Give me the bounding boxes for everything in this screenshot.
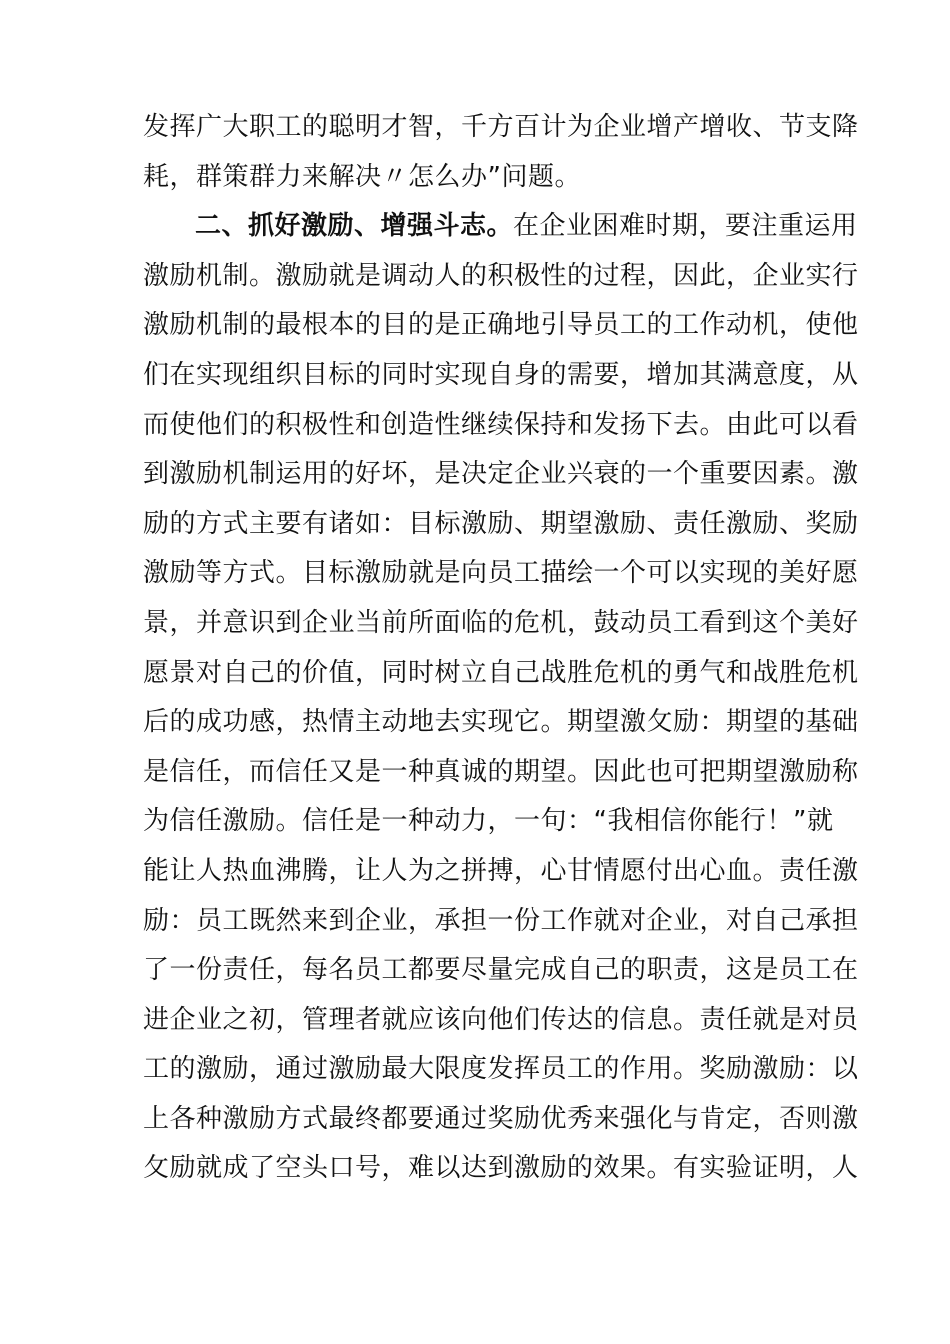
text-line-22: 攵励就成了空头口号，难以达到激励的效果。有实验证明，人 <box>143 1153 859 1184</box>
text-line-10: 激励等方式。目标激励就是向员工描绘一个可以实现的美好愿 <box>143 558 859 589</box>
section-heading-continuation: 在企业困难时期，要注重运用 <box>513 211 858 242</box>
text-line-5: 激励机制的最根本的目的是正确地引导员工的工作动机，使他 <box>143 310 859 341</box>
text-line-12: 愿景对自己的价值，同时树立自己战胜危机的勇气和战胜危机 <box>143 657 859 688</box>
text-line-21: 上各种激励方式最终都要通过奖励优秀来强化与肯定，否则激 <box>143 1103 859 1134</box>
text-line-6: 们在实现组织目标的同时实现自身的需要，增加其满意度，从 <box>143 359 859 390</box>
text-line-13: 后的成功感，热情主动地去实现它。期望激攵励：期望的基础 <box>143 707 859 738</box>
text-line-4: 激励机制。激励就是调动人的积极性的过程，因此，企业实行 <box>143 260 859 291</box>
text-line-2: 耗，群策群力来解决〃怎么办”问题。 <box>143 161 581 192</box>
text-line-8: 到激励机制运用的好坏，是决定企业兴衰的一个重要因素。激 <box>143 459 859 490</box>
text-line-15: 为信任激励。信任是一种动力，一句：“我相信你能行！”就 <box>143 806 834 837</box>
text-line-19: 进企业之初，管理者就应该向他们传达的信息。责任就是对员 <box>143 1004 859 1035</box>
text-line-17: 励：员工既然来到企业，承担一份工作就对企业，对自己承担 <box>143 905 859 936</box>
text-line-14: 是信任，而信任又是一种真诚的期望。因此也可把期望激励称 <box>143 756 859 787</box>
text-line-18: 了一份责任，每名员工都要尽量完成自己的职责，这是员工在 <box>143 955 859 986</box>
text-line-20: 工的激励，通过激励最大限度发挥员工的作用。奖励激励：以 <box>143 1054 859 1085</box>
text-line-16: 能让人热血沸腾，让人为之拼搏，心甘情愿付出心血。责任激 <box>143 855 859 886</box>
text-line-1: 发挥广大职工的聪明才智，千方百计为企业增产增收、节支降 <box>143 112 859 142</box>
section-heading: 二、抓好激励、增强斗志。 <box>195 211 514 242</box>
body-text <box>143 103 859 1194</box>
text-line-9: 励的方式主要有诸如：目标激励、期望激励、责任激励、奖励 <box>143 508 859 539</box>
section-heading-line <box>143 202 858 252</box>
text-line-7: 而使他们的积极性和创造性继续保持和发扬下去。由此可以看 <box>143 409 859 440</box>
text-line-11: 景，并意识到企业当前所面临的危机，鼓动员工看到这个美好 <box>143 607 859 638</box>
